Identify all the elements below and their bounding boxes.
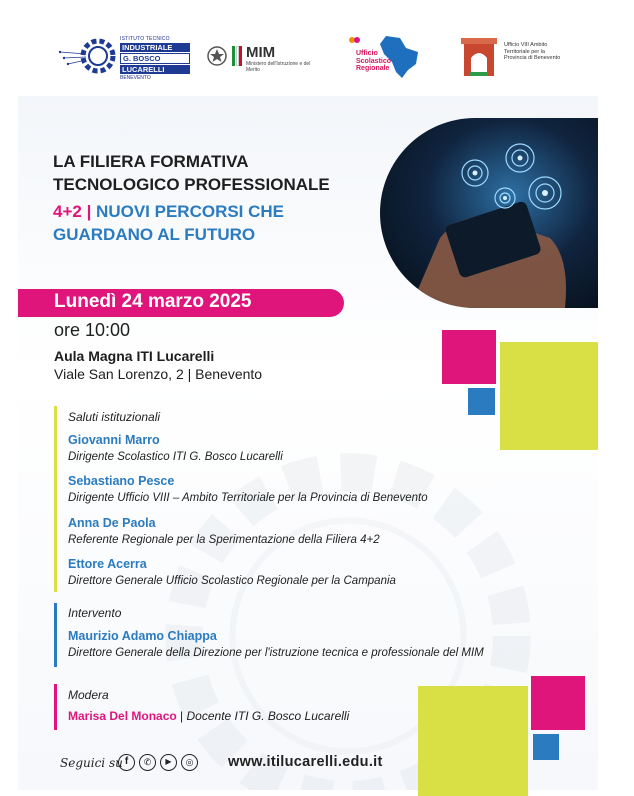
- intervento-bar: [54, 603, 57, 667]
- moderator-name: Marisa Del Monaco: [68, 709, 177, 723]
- hero-image: [380, 118, 598, 308]
- modera-bar: [54, 684, 57, 730]
- title-highlight: 4+2: [53, 202, 82, 221]
- date-banner: [18, 289, 344, 317]
- mim-logo: [206, 44, 316, 72]
- magenta-square-top: [442, 330, 496, 384]
- moderator-separator: |: [176, 709, 187, 723]
- usr-logo: [346, 30, 426, 80]
- iti-small-text: ISTITUTO TECNICO: [120, 36, 170, 42]
- magenta-square-bottom: [531, 676, 585, 730]
- blue-square-top: [468, 388, 495, 415]
- speaker-role: Referente Regionale per la Sperimentazione della Filiera 4+2: [68, 534, 380, 546]
- speaker-name: Giovanni Marro: [68, 433, 160, 447]
- mim-title: MIM: [246, 44, 276, 61]
- title-line-2: TECNOLOGICO PROFESSIONALE: [53, 175, 330, 194]
- speaker-name: Sebastiano Pesce: [68, 474, 175, 488]
- facebook-icon[interactable]: f: [118, 754, 135, 771]
- hand-holding-phone-icon: [380, 118, 598, 308]
- blue-square-bottom: [533, 734, 559, 760]
- youtube-icon[interactable]: ▶: [160, 754, 177, 771]
- logo-strip: [0, 0, 634, 96]
- saluti-label: Saluti istituzionali: [68, 410, 161, 424]
- main-title: [53, 150, 383, 196]
- speaker-name: Anna De Paola: [68, 516, 156, 530]
- event-time: ore 10:00: [54, 320, 131, 340]
- whatsapp-icon[interactable]: ✆: [139, 754, 156, 771]
- intervento-role: Direttore Generale della Direzione per l'istruzione tecnica e professionale del MIM: [68, 647, 484, 659]
- follow-us-label: Seguici su: [60, 756, 123, 770]
- title-separator: |: [81, 202, 97, 221]
- speaker-role: Direttore Generale Ufficio Scolastico Regionale per la Campania: [68, 575, 396, 587]
- speaker-role: Dirigente Scolastico ITI G. Bosco Lucarelli: [68, 451, 283, 463]
- title-line-3: NUOVI PERCORSI CHE: [96, 202, 285, 221]
- speaker-role: Dirigente Ufficio VIII – Ambito Territoriale per la Provincia di Benevento: [68, 492, 428, 504]
- iti-line-1: INDUSTRIALE: [120, 43, 190, 52]
- lime-square-bottom: [418, 686, 528, 796]
- event-date: Lunedì 24 marzo 2025: [54, 291, 252, 312]
- iti-lucarelli-logo: [58, 34, 198, 81]
- italian-flag-icon: [232, 46, 242, 66]
- instagram-icon[interactable]: ◎: [181, 754, 198, 771]
- mim-subtitle: Ministero dell'Istruzione e del Merito: [246, 61, 311, 73]
- modera-label: Modera: [68, 688, 109, 702]
- title-line-1: LA FILIERA FORMATIVA: [53, 152, 249, 171]
- arch-icon: [460, 36, 500, 78]
- title-line-4: GUARDANO AL FUTURO: [53, 225, 256, 244]
- speaker-name: Ettore Acerra: [68, 557, 147, 571]
- subtitle: [53, 200, 383, 246]
- moderator-role: Docente ITI G. Bosco Lucarelli: [186, 709, 350, 723]
- venue-address: Viale San Lorenzo, 2 | Benevento: [54, 366, 263, 382]
- intervento-label: Intervento: [68, 606, 122, 620]
- website-link[interactable]: www.itilucarelli.edu.it: [228, 754, 383, 770]
- iti-line-2: G. BOSCO: [120, 53, 190, 64]
- iti-city: BENEVENTO: [120, 75, 151, 81]
- iti-line-3: LUCARELLI: [120, 65, 190, 74]
- usr-text: Ufficio Scolastico Regionale: [356, 50, 392, 72]
- intervento-name: Maurizio Adamo Chiappa: [68, 629, 217, 643]
- ust-logo: [460, 36, 570, 78]
- lime-square-top: [500, 342, 598, 450]
- italian-emblem-icon: [206, 44, 228, 68]
- ust-text: Ufficio VIII Ambito Territoriale per la Provincia di Benevento: [504, 42, 561, 61]
- gear-logo-icon: [58, 34, 118, 78]
- venue-name: Aula Magna ITI Lucarelli: [54, 348, 215, 364]
- modera-line: [68, 709, 349, 723]
- saluti-bar: [54, 406, 57, 592]
